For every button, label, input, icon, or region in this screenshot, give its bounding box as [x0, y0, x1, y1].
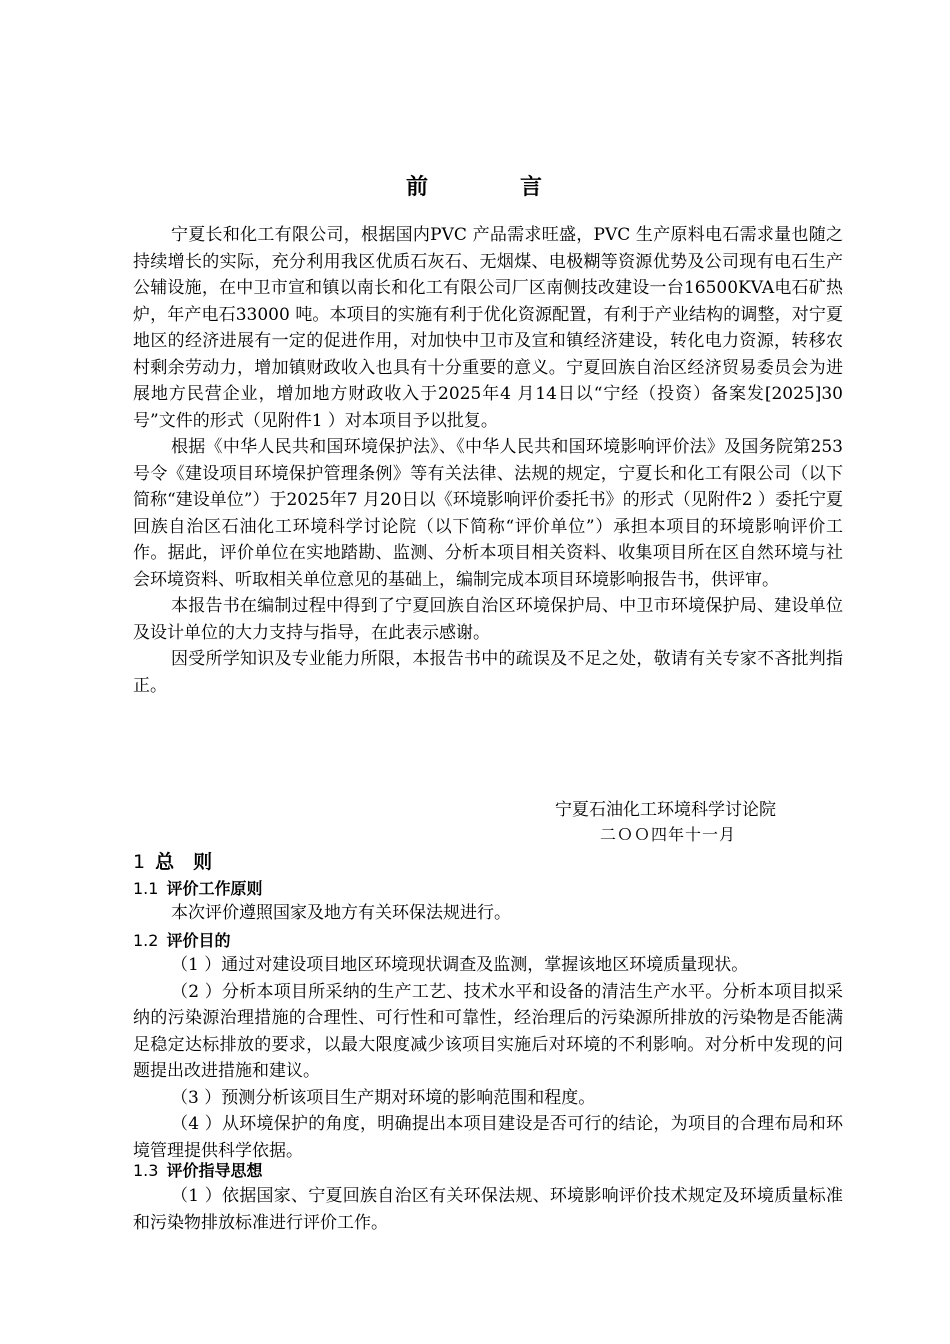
- section-1-2-heading: [133, 928, 230, 951]
- preface-body: [133, 222, 843, 699]
- section-1-number: 1: [133, 851, 146, 873]
- section-1-heading: [133, 847, 212, 874]
- preface-paragraph-3: 本报告书在编制过程中得到了宁夏回族自治区环境保护局、中卫市环境保护局、建设单位及设计单位的大力支持与指导，在此表示感谢。: [133, 596, 843, 643]
- preface-paragraph-4: 因受所学知识及专业能力所限，本报告书中的疏误及不足之处，敬请有关专家不吝批判指正。: [133, 649, 843, 696]
- section-1-2-item-3: （3 ）预测分析该项目生产期对环境的影响范围和程度。: [171, 1087, 596, 1108]
- section-1-2-item-4: （4 ）从环境保护的角度，明确提出本项目建设是否可行的结论，为项目的合理布局和环境管理提供科学依据。: [133, 1114, 843, 1161]
- section-1-1-title: 评价工作原则: [166, 879, 263, 898]
- section-1-2-item-2: （2 ）分析本项目所采纳的生产工艺、技术水平和设备的清洁生产水平。分析本项目拟采纳的污染源治理措施的合理性、可行性和可靠性，经治理后的污染源所排放的污染物是否能满足稳定达标排放的要求，以最大限度减少该项目实施后对环境的不利影响。对分析中发现的问题提出改进措施和建议。: [133, 981, 843, 1081]
- section-1-1-text: 本次评价遵照国家及地方有关环保法规进行。: [171, 903, 511, 923]
- section-1-3-body: [133, 1183, 843, 1236]
- title-char-1: 前: [405, 174, 430, 200]
- page-title: [0, 170, 950, 201]
- section-1-3-item-1: （1 ）依据国家、宁夏回族自治区有关环保法规、环境影响评价技术规定及环境质量标准和污染物排放标准进行评价工作。: [133, 1186, 843, 1233]
- signature-organization: 宁夏石油化工环境科学讨论院: [555, 800, 776, 820]
- section-1-1-number: 1.1: [133, 879, 159, 898]
- section-1-2-body: [133, 952, 843, 1164]
- preface-paragraph-1: 宁夏长和化工有限公司，根据国内PVC 产品需求旺盛，PVC 生产原料电石需求量也随之持续增长的实际，充分利用我区优质石灰石、无烟煤、电极糊等资源优势及公司现有电石生产公辅设施，在中卫市宣和镇以南长和化工有限公司厂区南侧技改建设一台16500KVA电石矿热炉，年产电石33000 吨。本项目的实施有利于优化资源配置，有利于产业结构的调整，对宁夏地区的经济进展有一定的促进作用，对加快中卫市及宣和镇经济建设，转化电力资源，转移农村剩余劳动力，增加镇财政收入也具有十分重要的意义。宁夏回族自治区经济贸易委员会为进展地方民营企业，增加地方财政收入于2025年4 月14日以“宁经（投资）备案发[2025]30号”文件的形式（见附件1 ）对本项目予以批复。: [133, 225, 843, 431]
- section-1-2-number: 1.2: [133, 931, 159, 950]
- preface-paragraph-2: 根据《中华人民共和国环境保护法》、《中华人民共和国环境影响评价法》及国务院第253 号令《建设项目环境保护管理条例》等有关法律、法规的规定，宁夏长和化工有限公司（以下简称“建设单位”）于2025年7 月20日以《环境影响评价委托书》的形式（见附件2 ）委托宁夏回族自治区石油化工环境科学讨论院（以下简称“评价单位”）承担本项目的环境影响评价工作。据此，评价单位在实地踏勘、监测、分析本项目相关资料、收集项目所在区自然环境与社会环境资料、听取相关单位意见的基础上，编制完成本项目环境影响报告书，供评审。: [133, 437, 843, 590]
- section-1-3-heading: [133, 1158, 262, 1181]
- section-1-2-title: 评价目的: [166, 931, 231, 950]
- section-1-3-title: 评价指导思想: [166, 1161, 263, 1180]
- section-1-1-body: [133, 900, 843, 927]
- section-1-2-item-1: （1 ）通过对建设项目地区环境现状调查及监测，掌握该地区环境质量现状。: [171, 955, 749, 975]
- title-char-2: 言: [520, 174, 545, 200]
- signature-date: 二ＯＯ四年十一月: [600, 825, 737, 844]
- section-1-1-heading: [133, 876, 262, 899]
- section-1-3-number: 1.3: [133, 1161, 159, 1180]
- section-1-title: 总 则: [155, 851, 213, 873]
